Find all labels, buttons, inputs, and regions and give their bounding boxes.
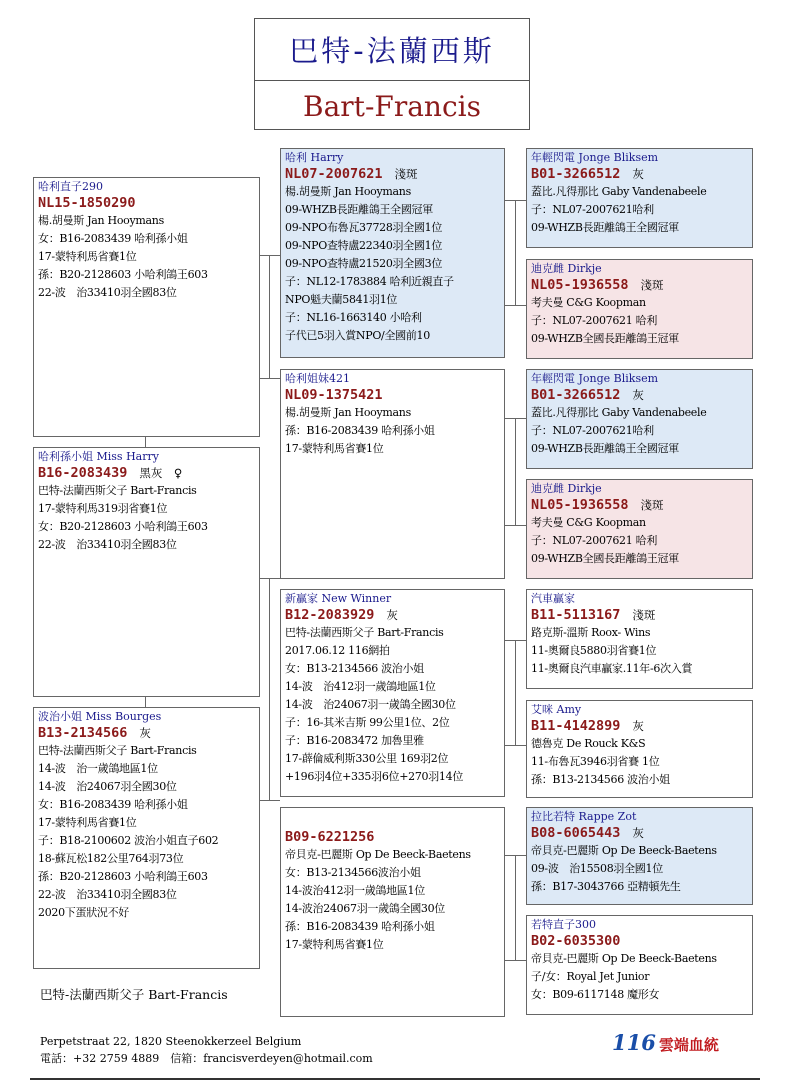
- pigeon-color: 灰: [632, 388, 644, 402]
- pigeon-card-dds[interactable]: [526, 807, 753, 905]
- pedigree-note: 09-WHZB全國長距離鴿王冠軍: [531, 332, 679, 345]
- pedigree-note: 17-蒙特利馬省賽1位: [285, 442, 384, 455]
- pedigree-note: 子：NL12-1783884 哈利近親直子: [285, 275, 454, 288]
- ring-number: B13-2134566 灰: [38, 725, 151, 741]
- bottom-divider: [30, 1078, 760, 1080]
- ring-number: NL05-1936558 淺斑: [531, 497, 664, 513]
- pigeon-name: 哈利姐妹421: [285, 372, 350, 385]
- pedigree-note: 巴特-法蘭西斯父子 Bart-Francis: [38, 484, 197, 497]
- pigeon-card-ss[interactable]: [280, 148, 505, 358]
- pedigree-note: 子：NL07-2007621 哈利: [531, 314, 658, 327]
- pedigree-note: 女：B09-6117148 魔形女: [531, 988, 660, 1001]
- pigeon-name: 迪克雌 Dirkje: [531, 482, 602, 495]
- pedigree-note: 17-蒙特利馬省賽1位: [38, 816, 137, 829]
- pedigree-note: 18-蘇瓦松182公里764羽73位: [38, 852, 184, 865]
- pigeon-color: 灰: [632, 719, 644, 733]
- pedigree-note: 17-薜倫威利斯330公里 169羽2位: [285, 752, 449, 765]
- ring-number: B09-6221256: [285, 829, 375, 845]
- pigeon-color: 淺斑: [394, 167, 418, 181]
- pedigree-note: 子：16-其米吉斯 99公里1位、2位: [285, 716, 450, 729]
- pigeon-card-dam2[interactable]: [33, 707, 260, 969]
- pigeon-name: 新贏家 New Winner: [285, 592, 392, 605]
- pedigree-note: 09-WHZB全國長距離鴿王冠軍: [531, 552, 679, 565]
- pedigree-note: 17-蒙特利馬省賽1位: [285, 938, 384, 951]
- pedigree-note: 女：B13-2134566波治小姐: [285, 866, 421, 879]
- pigeon-card-dd[interactable]: [280, 807, 505, 1017]
- pedigree-note: 巴特-法蘭西斯父子 Bart-Francis: [285, 626, 444, 639]
- pedigree-note: 子/女：Royal Jet Junior: [531, 970, 650, 983]
- pedigree-note: 孫：B16-2083439 哈利孫小姐: [285, 920, 435, 933]
- pedigree-note: 09-NPO查特盧22340羽全國1位: [285, 239, 443, 252]
- pigeon-card-dam[interactable]: [33, 447, 260, 697]
- pigeon-card-ddd[interactable]: [526, 915, 753, 1015]
- pedigree-note: 子代已5羽入賞NPO/全國前10: [285, 329, 430, 342]
- pedigree-note: 14-波 治24067羽一歲鴿全國30位: [285, 698, 456, 711]
- logo-number: 116: [612, 1030, 656, 1055]
- breeder-contact: [40, 1033, 373, 1067]
- pedigree-note: 孫：B17-3043766 亞精頓先生: [531, 880, 681, 893]
- pedigree-note: 17-蒙特利馬319羽省賽1位: [38, 502, 168, 515]
- pedigree-note: 子：NL07-2007621哈利: [531, 424, 654, 437]
- pedigree-note: 子：NL07-2007621 哈利: [531, 534, 658, 547]
- pigeon-name: 汽車贏家: [531, 592, 575, 605]
- connector: [515, 855, 516, 961]
- ring-number: B16-2083439 黑灰 ♀: [38, 465, 183, 481]
- pedigree-note: 楊.胡曼斯 Jan Hooymans: [285, 406, 411, 419]
- pigeon-name: 哈利孫小姐 Miss Harry: [38, 450, 159, 463]
- pigeon-color: 灰: [139, 726, 151, 740]
- pedigree-note: 孫：B13-2134566 波治小姐: [531, 773, 670, 786]
- pigeon-name: 若特直子300: [531, 918, 596, 931]
- pedigree-note: 女：B16-2083439 哈利孫小姐: [38, 232, 188, 245]
- pedigree-note: 楊.胡曼斯 Jan Hooymans: [285, 185, 411, 198]
- pigeon-color: 灰: [632, 167, 644, 181]
- pedigree-note: 子：NL16-1663140 小哈利: [285, 311, 422, 324]
- pedigree-note: 14-波治24067羽一歲鴿全國30位: [285, 902, 446, 915]
- pedigree-note: 09-NPO布魯瓦37728羽全國1位: [285, 221, 443, 234]
- pedigree-note: 蓋比.凡得那比 Gaby Vandenabeele: [531, 185, 707, 198]
- connector: [145, 437, 146, 447]
- breeder-address: Perpetstraat 22, 1820 Steenokkerzeel Belgium: [40, 1035, 302, 1048]
- pedigree-note: 14-波治412羽一歲鴿地區1位: [285, 884, 425, 897]
- logo-116: [612, 1030, 719, 1055]
- pedigree-note: 2020下蛋狀況不好: [38, 906, 129, 919]
- pedigree-note: +196羽4位+335羽6位+270羽14位: [285, 770, 464, 783]
- pigeon-card-dsd[interactable]: [526, 700, 753, 798]
- title-english: Bart-Francis: [303, 89, 481, 123]
- pedigree-note: 11-奧爾良汽車贏家.11年-6次入賞: [531, 662, 693, 675]
- pigeon-card-sds[interactable]: [526, 369, 753, 469]
- pigeon-card-sdd[interactable]: [526, 479, 753, 579]
- pigeon-card-dss[interactable]: [526, 589, 753, 689]
- pedigree-title: [254, 18, 530, 130]
- ring-number: B01-3266512 灰: [531, 166, 644, 182]
- pedigree-note: 帝貝克-巴麗斯 Op De Beeck-Baetens: [531, 844, 717, 857]
- pigeon-card-sd[interactable]: [280, 369, 505, 579]
- breeder-phone-email: 電話：+32 2759 4889 信箱：francisverdeyen@hotmail.com: [40, 1052, 373, 1065]
- connector: [269, 578, 270, 801]
- pigeon-name: 年輕閃電 Jonge Bliksem: [531, 372, 659, 385]
- ring-number: B12-2083929 灰: [285, 607, 398, 623]
- pedigree-note: 22-波 治33410羽全國83位: [38, 538, 177, 551]
- pedigree-note: 09-WHZB長距離鴿王全國冠軍: [285, 203, 433, 216]
- ring-number: B08-6065443 灰: [531, 825, 644, 841]
- pigeon-name: 拉比若特 Rappe Zot: [531, 810, 637, 823]
- pedigree-note: 17-蒙特利馬省賽1位: [38, 250, 137, 263]
- ring-number: B01-3266512 灰: [531, 387, 644, 403]
- pedigree-note: 帝貝克-巴麗斯 Op De Beeck-Baetens: [285, 848, 471, 861]
- pedigree-note: 楊.胡曼斯 Jan Hooymans: [38, 214, 164, 227]
- logo-text: 雲端血統: [658, 1036, 719, 1054]
- pedigree-note: 09-WHZB長距離鴿王全國冠軍: [531, 221, 679, 234]
- pigeon-color: 淺斑: [640, 278, 664, 292]
- pedigree-note: 14-波 治一歲鴿地區1位: [38, 762, 158, 775]
- pedigree-note: 22-波 治33410羽全國83位: [38, 286, 177, 299]
- connector: [269, 255, 270, 379]
- pedigree-note: 孫：B20-2128603 小哈利鴿王603: [38, 870, 208, 883]
- pedigree-note: 考夫曼 C&G Koopman: [531, 516, 646, 529]
- pedigree-note: NPO魁夫蘭5841羽1位: [285, 293, 398, 306]
- pedigree-note: 11-奧爾良5880羽省賽1位: [531, 644, 657, 657]
- pedigree-note: 路克斯-溫斯 Roox- Wins: [531, 626, 651, 639]
- pigeon-card-ds[interactable]: [280, 589, 505, 797]
- pedigree-note: 女：B16-2083439 哈利孫小姐: [38, 798, 188, 811]
- pedigree-note: 14-波 治24067羽全國30位: [38, 780, 177, 793]
- pedigree-note: 14-波 治412羽一歲鴿地區1位: [285, 680, 436, 693]
- breeder-name: 巴特-法蘭西斯父子 Bart-Francis: [40, 987, 228, 1002]
- pedigree-note: 22-波 治33410羽全國83位: [38, 888, 177, 901]
- pedigree-note: 巴特-法蘭西斯父子 Bart-Francis: [38, 744, 197, 757]
- connector: [515, 418, 516, 526]
- pedigree-note: 子：B16-2083472 加魯里雅: [285, 734, 424, 747]
- pigeon-name: 哈利直子290: [38, 180, 103, 193]
- pedigree-note: 子：NL07-2007621哈利: [531, 203, 654, 216]
- pigeon-name: 艾咪 Amy: [531, 703, 582, 716]
- pigeon-name: 波治小姐 Miss Bourges: [38, 710, 162, 723]
- pigeon-color: 淺斑: [640, 498, 664, 512]
- pedigree-note: 孫：B16-2083439 哈利孫小姐: [285, 424, 435, 437]
- ring-number: B02-6035300: [531, 933, 621, 949]
- pedigree-note: 09-波 治15508羽全國1位: [531, 862, 663, 875]
- pigeon-color: 灰: [632, 826, 644, 840]
- ring-number: NL15-1850290: [38, 195, 136, 211]
- pedigree-note: 09-WHZB長距離鴿王全國冠軍: [531, 442, 679, 455]
- ring-number: NL05-1936558 淺斑: [531, 277, 664, 293]
- pigeon-card-sire[interactable]: [33, 177, 260, 437]
- connector: [145, 697, 146, 707]
- title-chinese: 巴特-法蘭西斯: [255, 19, 529, 81]
- pedigree-note: 09-NPO查特盧21520羽全國3位: [285, 257, 443, 270]
- pedigree-note: 孫：B20-2128603 小哈利鴿王603: [38, 268, 208, 281]
- ring-number: B11-5113167 淺斑: [531, 607, 656, 623]
- pedigree-note: 子：B18-2100602 波治小姐直子602: [38, 834, 219, 847]
- ring-number: B11-4142899 灰: [531, 718, 644, 734]
- pigeon-name: 年輕閃電 Jonge Bliksem: [531, 151, 659, 164]
- pigeon-name: 迪克雌 Dirkje: [531, 262, 602, 275]
- pigeon-card-ssd[interactable]: [526, 259, 753, 359]
- pedigree-note: 德魯克 De Rouck K&S: [531, 737, 646, 750]
- ring-number: NL09-1375421: [285, 387, 383, 403]
- pedigree-note: 女：B13-2134566 波治小姐: [285, 662, 424, 675]
- pedigree-note: 考夫曼 C&G Koopman: [531, 296, 646, 309]
- pedigree-note: 帝貝克-巴麗斯 Op De Beeck-Baetens: [531, 952, 717, 965]
- pigeon-card-sss[interactable]: [526, 148, 753, 248]
- ring-number: NL07-2007621 淺斑: [285, 166, 418, 182]
- pedigree-note: 2017.06.12 116網拍: [285, 644, 390, 657]
- connector: [515, 200, 516, 306]
- pigeon-color: 黑灰 ♀: [139, 466, 183, 480]
- connector: [515, 640, 516, 746]
- pigeon-color: 灰: [386, 608, 398, 622]
- pedigree-note: 女：B20-2128603 小哈利鴿王603: [38, 520, 208, 533]
- pedigree-note: 蓋比.凡得那比 Gaby Vandenabeele: [531, 406, 707, 419]
- pigeon-name: 哈利 Harry: [285, 151, 344, 164]
- pigeon-color: 淺斑: [632, 608, 656, 622]
- pedigree-note: 11-布魯瓦3946羽省賽 1位: [531, 755, 660, 768]
